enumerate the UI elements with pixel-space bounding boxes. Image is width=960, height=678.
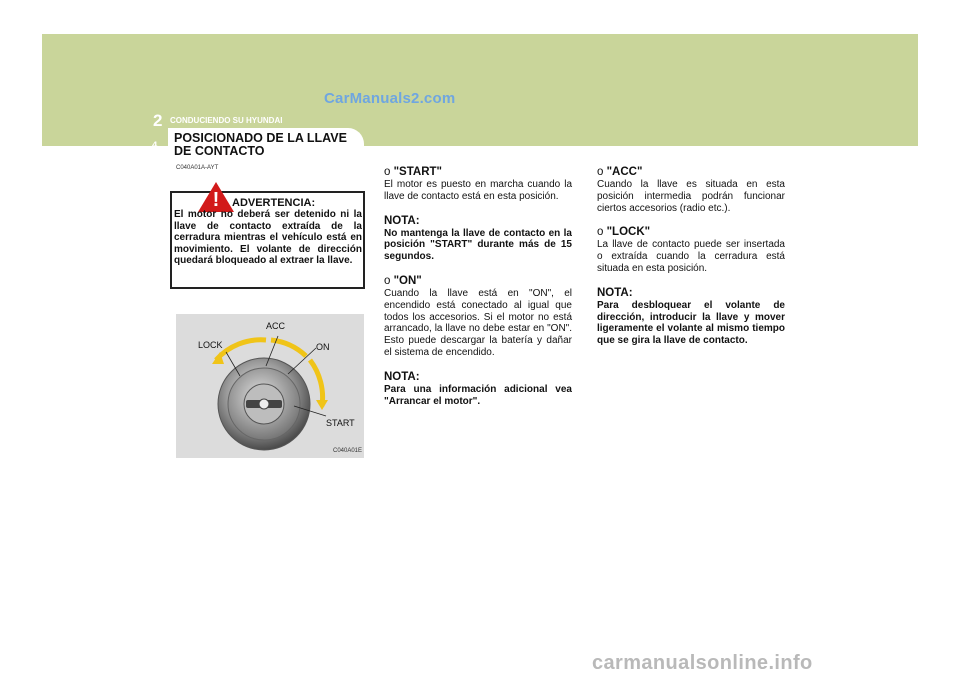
on-text: Cuando la llave está en "ON", el encendido está conectado al igual que todos los accesorios. Si el motor no está arrancado, la llave no debe estar en "ON". Esto puede descargar la batería y dañar el sistema de encendido. (384, 287, 572, 358)
figure-code: C040A01E (333, 448, 363, 454)
warning-exclamation-icon: ! (212, 189, 220, 211)
label-lock: LOCK (198, 340, 223, 350)
label-start: START (326, 418, 355, 428)
note1-text: No mantenga la llave de contacto en la posición "START" durante más de 15 segundos. (384, 227, 572, 263)
acc-heading: o "ACC" (597, 166, 643, 178)
acc-text: Cuando la llave es situada en esta posición intermedia podrán funcionar ciertos accesorios (radio etc.). (597, 179, 785, 214)
watermark-top[interactable]: CarManuals2.com (324, 90, 456, 107)
chapter-title: CONDUCIENDO SU HYUNDAI (170, 116, 283, 125)
arrow-start (316, 400, 328, 410)
note1-heading: NOTA: (384, 214, 420, 227)
arc-on-start (310, 360, 323, 406)
warning-title: ADVERTENCIA: (232, 197, 316, 209)
start-text: El motor es puesto en marcha cuando la llave de contacto está en esta posición. (384, 179, 572, 202)
key-center (259, 399, 269, 409)
lock-heading: o "LOCK" (597, 226, 651, 239)
start-heading: o "START" (384, 166, 442, 178)
column-right (597, 166, 785, 347)
arc-acc-on (271, 340, 306, 356)
ignition-switch-illustration (176, 314, 364, 458)
ignition-figure (176, 314, 364, 458)
watermark-bottom[interactable]: carmanualsonline.info (592, 652, 813, 674)
column-middle (384, 166, 572, 407)
chapter-number: 2 (153, 111, 163, 130)
on-heading: o "ON" (384, 274, 422, 287)
arc-lock-acc (216, 340, 266, 360)
label-acc: ACC (266, 321, 286, 331)
note2-text: Para una información adicional vea "Arrancar el motor". (384, 383, 572, 407)
note2-heading: NOTA: (384, 370, 420, 383)
section-title: POSICIONADO DE LA LLAVE DE CONTACTO (174, 131, 347, 158)
lock-text: La llave de contacto puede ser insertada o extraída cuando la cerradura está situada en esta posición. (597, 239, 785, 274)
note3-text: Para desbloquear el volante de dirección, introducir la llave y mover ligeramente el volante al mismo tiempo que se gira la llave de contacto. (597, 299, 785, 347)
warning-text: El motor no deberá ser detenido ni la llave de contacto extraída de la cerradura mientras el vehículo está en movimiento. El volante de dirección quedará bloqueado al extraer la llave. (174, 209, 362, 267)
note3-heading: NOTA: (597, 286, 633, 299)
section-code: C040A01A-AYT (176, 165, 219, 171)
page-number: 4 (152, 140, 158, 151)
label-on: ON (316, 342, 330, 352)
